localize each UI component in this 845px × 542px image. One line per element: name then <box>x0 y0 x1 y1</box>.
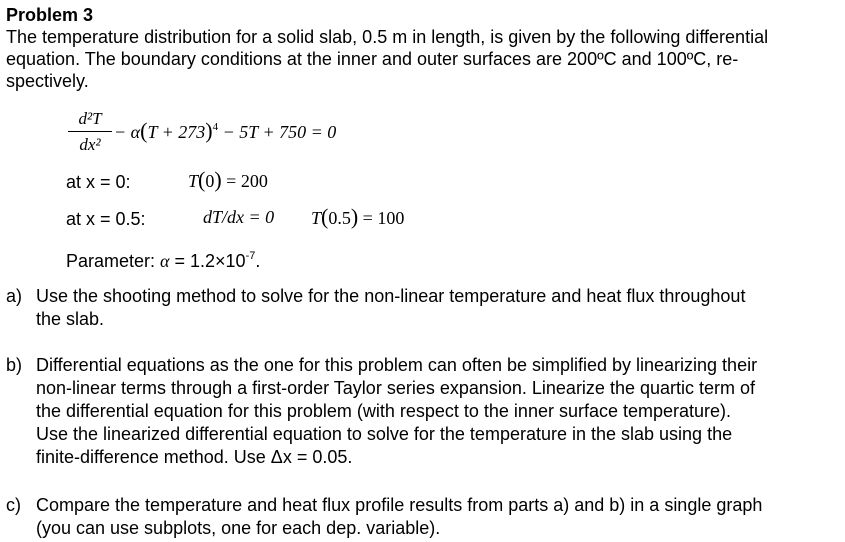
bc1-expression: T(0) = 200 <box>188 167 268 192</box>
bc2-value: = 100 <box>358 208 405 228</box>
parameter-value: = 1.2×10 <box>169 251 246 271</box>
parameter-exponent: -7 <box>245 250 256 262</box>
bc2-func: T <box>311 208 322 228</box>
item-b-line: the differential equation for this problem (with respect to the inner surface temperature). <box>36 401 732 421</box>
problem-title: Problem 3 <box>6 5 94 25</box>
item-b-line: finite-difference method. Use Δx = 0.05. <box>36 447 353 467</box>
parameter-end: . <box>255 251 261 271</box>
eq-inner: T + 273 <box>147 122 206 142</box>
bc2-expression: T(0.5) = 100 <box>311 204 405 229</box>
intro-line: The temperature distribution for a solid slab, 0.5 m in length, is given by the following differential <box>6 27 769 47</box>
item-a-line: the slab. <box>36 309 105 329</box>
eq-denominator: dx² <box>79 135 101 154</box>
bc1-label: at x = 0: <box>66 172 131 192</box>
item-b-line: Use the linearized differential equation to solve for the temperature in the slab using the <box>36 424 733 444</box>
item-a-line: Use the shooting method to solve for the non-linear temperature and heat flux throughout <box>36 286 746 306</box>
bc2-derivative: dT/dx = 0 <box>203 207 275 227</box>
bc2-arg: 0.5 <box>328 208 351 228</box>
bc1-func: T <box>188 171 199 191</box>
item-b-text <box>36 354 842 469</box>
intro-paragraph <box>6 26 768 92</box>
item-b-line: non-linear terms through a first-order Taylor series expansion. Linearize the quartic term of <box>36 378 756 398</box>
item-b-label: b) <box>6 355 23 375</box>
bc1-value: = 200 <box>221 171 268 191</box>
bc1-arg: 0 <box>205 171 215 191</box>
intro-line: spectively. <box>6 71 89 91</box>
alpha-symbol: α <box>160 251 170 271</box>
eq-power: 4 <box>212 121 219 133</box>
item-c-label: c) <box>6 495 21 515</box>
eq-numerator: d²T <box>78 109 102 128</box>
item-a-text <box>36 285 842 331</box>
parameter-line <box>66 250 260 272</box>
eq-suffix: − 5T + 750 = 0 <box>218 122 337 142</box>
intro-line: equation. The boundary conditions at the inner and outer surfaces are 200ºC and 100ºC, re- <box>6 49 739 69</box>
fraction-bar <box>68 131 112 132</box>
parameter-label: Parameter: <box>66 251 161 271</box>
eq-prefix: − α <box>114 122 141 142</box>
item-c-line: Compare the temperature and heat flux profile results from parts a) and b) in a single graph <box>36 495 763 515</box>
item-c-text <box>36 494 842 540</box>
item-a-label: a) <box>6 286 23 306</box>
eq-rest: − $\alpha(T + 273)^4 - 5T + 750 = 0$ <box>114 118 337 143</box>
item-c-line: (you can use subplots, one for each dep. variable). <box>36 518 441 538</box>
item-b-line: Differential equations as the one for this problem can often be simplified by linearizing their <box>36 355 758 375</box>
bc2-label: at x = 0.5: <box>66 209 146 229</box>
